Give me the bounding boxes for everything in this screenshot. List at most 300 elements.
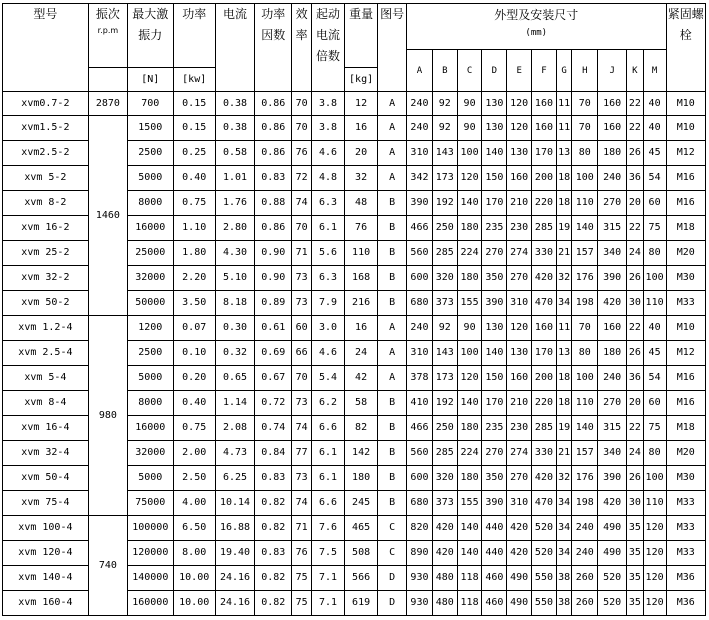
dim-b-cell: 92 (432, 316, 457, 341)
power-factor-label-2: 因数 (261, 28, 286, 42)
dim-g-cell: 32 (556, 266, 572, 291)
dim-c-cell: 140 (457, 391, 482, 416)
power-cell: 2.20 (173, 266, 215, 291)
dim-c-cell: 140 (457, 191, 482, 216)
dim-f-cell: 470 (532, 491, 557, 516)
figure-header (378, 4, 407, 92)
figure-cell: B (378, 391, 407, 416)
dim-h-cell: 176 (572, 266, 598, 291)
dim-b-cell: 173 (432, 366, 457, 391)
dim-e-cell: 160 (507, 366, 532, 391)
bolt-cell: M33 (666, 291, 706, 316)
dim-b-cell: 250 (432, 216, 457, 241)
max-force-cell: 8000 (128, 191, 173, 216)
dim-k-cell: 22 (627, 92, 644, 116)
start-current-cell: 6.1 (311, 441, 344, 466)
bolt-cell: M30 (666, 466, 706, 491)
power-cell: 2.50 (173, 466, 215, 491)
dim-g-cell: 11 (556, 116, 572, 141)
figure-cell: B (378, 416, 407, 441)
max-force-cell: 5000 (128, 466, 173, 491)
dim-d-cell: 270 (482, 441, 507, 466)
power-factor-cell: 0.82 (255, 516, 292, 541)
dim-m-cell: 100 (643, 466, 666, 491)
model-cell: xvm 1.2-4 (3, 316, 89, 341)
dim-g-cell: 11 (556, 92, 572, 116)
vib-freq-cell: 740 (88, 516, 127, 616)
figure-cell: A (378, 341, 407, 366)
dim-f-cell: 170 (532, 141, 557, 166)
table-row (3, 92, 706, 116)
dim-h-cell: 100 (572, 366, 598, 391)
dim-h-cell: 80 (572, 141, 598, 166)
dimensions-title: 外型及安装尺寸 (494, 8, 579, 22)
dim-f-cell: 550 (532, 566, 557, 591)
weight-cell: 20 (345, 141, 378, 166)
vib-freq-cell: 2870 (88, 92, 127, 116)
figure-cell: A (378, 316, 407, 341)
power-factor-cell: 0.82 (255, 566, 292, 591)
max-force-cell: 5000 (128, 166, 173, 191)
current-cell: 0.32 (215, 341, 254, 366)
vib-freq-cell: 1460 (88, 116, 127, 316)
dim-j-cell: 270 (598, 391, 627, 416)
dim-b-cell: 320 (432, 466, 457, 491)
current-cell: 19.40 (215, 541, 254, 566)
dim-a-cell: 930 (407, 566, 433, 591)
dim-m-cell: 45 (643, 341, 666, 366)
power-cell: 1.10 (173, 216, 215, 241)
dim-k-cell: 20 (627, 191, 644, 216)
max-force-cell: 32000 (128, 441, 173, 466)
dim-m-cell: 100 (643, 266, 666, 291)
figure-cell: A (378, 116, 407, 141)
figure-cell: B (378, 216, 407, 241)
dim-col-k: K (627, 50, 644, 92)
current-cell: 0.65 (215, 366, 254, 391)
figure-cell: B (378, 441, 407, 466)
bolt-header (666, 4, 706, 92)
dim-a-cell: 466 (407, 416, 433, 441)
dim-e-cell: 490 (507, 591, 532, 616)
weight-cell: 12 (345, 92, 378, 116)
dim-a-cell: 410 (407, 391, 433, 416)
dim-d-cell: 390 (482, 491, 507, 516)
dim-h-cell: 70 (572, 92, 598, 116)
model-header (3, 4, 89, 92)
weight-cell: 48 (345, 191, 378, 216)
dim-g-cell: 21 (556, 441, 572, 466)
start-current-cell: 4.8 (311, 166, 344, 191)
efficiency-cell: 72 (292, 166, 312, 191)
power-cell: 0.40 (173, 391, 215, 416)
dim-a-cell: 310 (407, 341, 433, 366)
figure-cell: A (378, 166, 407, 191)
current-cell: 10.14 (215, 491, 254, 516)
figure-cell: B (378, 191, 407, 216)
dim-j-cell: 160 (598, 116, 627, 141)
power-factor-cell: 0.61 (255, 316, 292, 341)
figure-cell: B (378, 291, 407, 316)
max-force-cell: 50000 (128, 291, 173, 316)
dim-d-cell: 140 (482, 341, 507, 366)
dim-col-d: D (482, 50, 507, 92)
dim-c-cell: 120 (457, 366, 482, 391)
start-current-cell: 6.6 (311, 416, 344, 441)
dim-m-cell: 120 (643, 591, 666, 616)
power-unit: [kw] (173, 68, 215, 92)
power-factor-cell: 0.82 (255, 591, 292, 616)
start-current-cell: 6.3 (311, 191, 344, 216)
model-cell: xvm0.7-2 (3, 92, 89, 116)
bolt-cell: M18 (666, 416, 706, 441)
dim-b-cell: 320 (432, 266, 457, 291)
dim-j-cell: 520 (598, 591, 627, 616)
dim-g-cell: 38 (556, 591, 572, 616)
dim-f-cell: 470 (532, 291, 557, 316)
dim-m-cell: 75 (643, 216, 666, 241)
dim-d-cell: 460 (482, 566, 507, 591)
start-current-cell: 6.3 (311, 266, 344, 291)
dim-g-cell: 18 (556, 191, 572, 216)
dim-m-cell: 80 (643, 241, 666, 266)
dim-d-cell: 270 (482, 241, 507, 266)
dim-a-cell: 390 (407, 191, 433, 216)
dim-e-cell: 274 (507, 241, 532, 266)
bolt-cell: M33 (666, 491, 706, 516)
dim-a-cell: 930 (407, 591, 433, 616)
weight-cell: 16 (345, 316, 378, 341)
current-cell: 1.01 (215, 166, 254, 191)
figure-cell: C (378, 516, 407, 541)
dim-col-m: M (643, 50, 666, 92)
power-factor-cell: 0.67 (255, 366, 292, 391)
dim-k-cell: 30 (627, 291, 644, 316)
weight-cell: 82 (345, 416, 378, 441)
figure-cell: B (378, 266, 407, 291)
figure-cell: A (378, 366, 407, 391)
dim-g-cell: 34 (556, 516, 572, 541)
power-cell: 10.00 (173, 566, 215, 591)
dim-e-cell: 270 (507, 266, 532, 291)
dim-h-cell: 157 (572, 241, 598, 266)
dim-h-cell: 260 (572, 591, 598, 616)
dim-d-cell: 130 (482, 92, 507, 116)
dim-g-cell: 32 (556, 466, 572, 491)
power-cell: 0.15 (173, 92, 215, 116)
start-current-label-2: 电流 (316, 28, 341, 42)
power-cell: 4.00 (173, 491, 215, 516)
model-cell: xvm 16-2 (3, 216, 89, 241)
power-factor-header (255, 4, 292, 92)
current-cell: 2.80 (215, 216, 254, 241)
dim-f-cell: 220 (532, 191, 557, 216)
dim-e-cell: 120 (507, 316, 532, 341)
bolt-cell: M12 (666, 341, 706, 366)
dimensions-unit: (mm) (525, 28, 548, 38)
model-cell: xvm 8-4 (3, 391, 89, 416)
dim-a-cell: 560 (407, 241, 433, 266)
efficiency-cell: 71 (292, 241, 312, 266)
dim-k-cell: 22 (627, 416, 644, 441)
dim-j-cell: 490 (598, 541, 627, 566)
max-force-cell: 8000 (128, 391, 173, 416)
max-force-cell: 160000 (128, 591, 173, 616)
weight-cell: 32 (345, 166, 378, 191)
power-cell: 0.07 (173, 316, 215, 341)
weight-cell: 465 (345, 516, 378, 541)
dim-col-g: G (556, 50, 572, 92)
dim-j-cell: 390 (598, 266, 627, 291)
dim-j-cell: 240 (598, 166, 627, 191)
dim-h-cell: 157 (572, 441, 598, 466)
dim-e-cell: 120 (507, 116, 532, 141)
vib-freq-unit: r.p.m (97, 26, 119, 35)
max-force-cell: 25000 (128, 241, 173, 266)
dim-a-cell: 820 (407, 516, 433, 541)
power-factor-cell: 0.88 (255, 191, 292, 216)
dim-d-cell: 170 (482, 391, 507, 416)
dim-k-cell: 26 (627, 141, 644, 166)
dim-k-cell: 24 (627, 241, 644, 266)
model-cell: xvm 120-4 (3, 541, 89, 566)
efficiency-cell: 75 (292, 591, 312, 616)
model-cell: xvm 8-2 (3, 191, 89, 216)
dim-b-cell: 285 (432, 441, 457, 466)
weight-cell: 216 (345, 291, 378, 316)
dim-d-cell: 350 (482, 466, 507, 491)
dim-b-cell: 420 (432, 516, 457, 541)
efficiency-cell: 76 (292, 141, 312, 166)
weight-cell: 110 (345, 241, 378, 266)
dim-k-cell: 24 (627, 441, 644, 466)
dim-e-cell: 420 (507, 516, 532, 541)
max-force-cell: 2500 (128, 341, 173, 366)
model-cell: xvm 75-4 (3, 491, 89, 516)
vib-freq-header (88, 4, 127, 68)
dim-h-cell: 198 (572, 291, 598, 316)
power-factor-cell: 0.84 (255, 441, 292, 466)
dim-d-cell: 460 (482, 591, 507, 616)
start-current-cell: 7.9 (311, 291, 344, 316)
current-header (215, 4, 254, 92)
dim-j-cell: 180 (598, 141, 627, 166)
dim-f-cell: 220 (532, 391, 557, 416)
table-row (3, 316, 706, 341)
dim-d-cell: 150 (482, 366, 507, 391)
start-current-cell: 4.6 (311, 141, 344, 166)
max-force-label-2: 振力 (138, 28, 163, 42)
dim-b-cell: 480 (432, 591, 457, 616)
dim-c-cell: 155 (457, 491, 482, 516)
dim-h-cell: 70 (572, 116, 598, 141)
dim-d-cell: 350 (482, 266, 507, 291)
power-factor-cell: 0.69 (255, 341, 292, 366)
bolt-cell: M33 (666, 516, 706, 541)
dim-j-cell: 270 (598, 191, 627, 216)
dim-j-cell: 340 (598, 441, 627, 466)
dim-j-cell: 340 (598, 241, 627, 266)
current-cell: 8.18 (215, 291, 254, 316)
model-cell: xvm 50-4 (3, 466, 89, 491)
dim-c-cell: 140 (457, 541, 482, 566)
power-cell: 0.10 (173, 341, 215, 366)
dim-e-cell: 210 (507, 391, 532, 416)
dim-m-cell: 40 (643, 116, 666, 141)
power-factor-label-1: 功率 (261, 7, 286, 21)
efficiency-cell: 60 (292, 316, 312, 341)
max-force-cell: 100000 (128, 516, 173, 541)
dim-col-e: E (507, 50, 532, 92)
dim-m-cell: 80 (643, 441, 666, 466)
start-current-cell: 5.6 (311, 241, 344, 266)
dim-m-cell: 110 (643, 491, 666, 516)
dim-a-cell: 378 (407, 366, 433, 391)
dim-j-cell: 520 (598, 566, 627, 591)
start-current-header (311, 4, 344, 92)
max-force-label-1: 最大激 (132, 7, 169, 21)
dim-k-cell: 36 (627, 166, 644, 191)
current-cell: 0.58 (215, 141, 254, 166)
current-label: 电流 (223, 7, 248, 21)
start-current-cell: 6.6 (311, 491, 344, 516)
start-current-cell: 6.1 (311, 216, 344, 241)
motor-spec-table (2, 3, 706, 616)
bolt-cell: M16 (666, 191, 706, 216)
dim-d-cell: 440 (482, 516, 507, 541)
dim-c-cell: 118 (457, 566, 482, 591)
dim-h-cell: 198 (572, 491, 598, 516)
dim-f-cell: 420 (532, 266, 557, 291)
power-factor-cell: 0.89 (255, 291, 292, 316)
current-cell: 6.25 (215, 466, 254, 491)
dim-f-cell: 170 (532, 341, 557, 366)
max-force-cell: 75000 (128, 491, 173, 516)
dim-a-cell: 680 (407, 291, 433, 316)
start-current-cell: 7.1 (311, 591, 344, 616)
weight-cell: 76 (345, 216, 378, 241)
figure-cell: B (378, 466, 407, 491)
max-force-cell: 120000 (128, 541, 173, 566)
max-force-cell: 2500 (128, 141, 173, 166)
vib-freq-unit-cell (88, 68, 127, 92)
dim-k-cell: 26 (627, 266, 644, 291)
efficiency-cell: 75 (292, 566, 312, 591)
dim-f-cell: 550 (532, 591, 557, 616)
dim-k-cell: 36 (627, 366, 644, 391)
efficiency-cell: 73 (292, 466, 312, 491)
dim-h-cell: 176 (572, 466, 598, 491)
weight-cell: 180 (345, 466, 378, 491)
power-cell: 0.20 (173, 366, 215, 391)
header-row-1 (3, 4, 706, 50)
dim-c-cell: 180 (457, 266, 482, 291)
dim-b-cell: 373 (432, 491, 457, 516)
dim-m-cell: 40 (643, 316, 666, 341)
weight-cell: 508 (345, 541, 378, 566)
dim-g-cell: 19 (556, 416, 572, 441)
dim-b-cell: 285 (432, 241, 457, 266)
efficiency-cell: 70 (292, 92, 312, 116)
model-cell: xvm 160-4 (3, 591, 89, 616)
dim-a-cell: 466 (407, 216, 433, 241)
weight-cell: 42 (345, 366, 378, 391)
power-cell: 10.00 (173, 591, 215, 616)
dim-h-cell: 70 (572, 316, 598, 341)
dim-b-cell: 173 (432, 166, 457, 191)
power-cell: 1.80 (173, 241, 215, 266)
model-cell: xvm 50-2 (3, 291, 89, 316)
dim-b-cell: 143 (432, 141, 457, 166)
efficiency-cell: 73 (292, 266, 312, 291)
model-cell: xvm 2.5-4 (3, 341, 89, 366)
bolt-cell: M16 (666, 166, 706, 191)
current-cell: 4.73 (215, 441, 254, 466)
dim-f-cell: 285 (532, 416, 557, 441)
efficiency-cell: 66 (292, 341, 312, 366)
dim-f-cell: 200 (532, 366, 557, 391)
dim-g-cell: 18 (556, 166, 572, 191)
dim-c-cell: 90 (457, 92, 482, 116)
start-current-cell: 3.0 (311, 316, 344, 341)
dim-h-cell: 140 (572, 416, 598, 441)
model-header-label: 型号 (33, 7, 58, 21)
dim-j-cell: 160 (598, 316, 627, 341)
dim-j-cell: 420 (598, 291, 627, 316)
dim-m-cell: 54 (643, 166, 666, 191)
start-current-cell: 3.8 (311, 92, 344, 116)
power-header (173, 4, 215, 68)
dim-c-cell: 120 (457, 166, 482, 191)
power-factor-cell: 0.82 (255, 491, 292, 516)
model-cell: xvm1.5-2 (3, 116, 89, 141)
dim-a-cell: 240 (407, 316, 433, 341)
power-cell: 0.75 (173, 191, 215, 216)
max-force-cell: 1200 (128, 316, 173, 341)
figure-cell: B (378, 491, 407, 516)
dim-c-cell: 118 (457, 591, 482, 616)
dim-col-c: C (457, 50, 482, 92)
dim-g-cell: 34 (556, 491, 572, 516)
max-force-header (128, 4, 173, 68)
efficiency-cell: 70 (292, 216, 312, 241)
dim-d-cell: 140 (482, 141, 507, 166)
figure-cell: D (378, 591, 407, 616)
dim-e-cell: 310 (507, 491, 532, 516)
dim-k-cell: 35 (627, 516, 644, 541)
dim-m-cell: 110 (643, 291, 666, 316)
dim-g-cell: 11 (556, 316, 572, 341)
model-cell: xvm 32-4 (3, 441, 89, 466)
max-force-cell: 16000 (128, 416, 173, 441)
dim-a-cell: 600 (407, 266, 433, 291)
dim-col-b: B (432, 50, 457, 92)
dim-k-cell: 22 (627, 116, 644, 141)
power-cell: 2.00 (173, 441, 215, 466)
power-factor-cell: 0.90 (255, 266, 292, 291)
dim-b-cell: 480 (432, 566, 457, 591)
dim-j-cell: 180 (598, 341, 627, 366)
start-current-cell: 6.1 (311, 466, 344, 491)
model-cell: xvm2.5-2 (3, 141, 89, 166)
start-current-label-1: 起动 (316, 7, 341, 21)
dim-g-cell: 34 (556, 291, 572, 316)
power-cell: 0.40 (173, 166, 215, 191)
dim-e-cell: 230 (507, 416, 532, 441)
power-cell: 0.25 (173, 141, 215, 166)
dim-g-cell: 18 (556, 366, 572, 391)
dim-k-cell: 20 (627, 391, 644, 416)
